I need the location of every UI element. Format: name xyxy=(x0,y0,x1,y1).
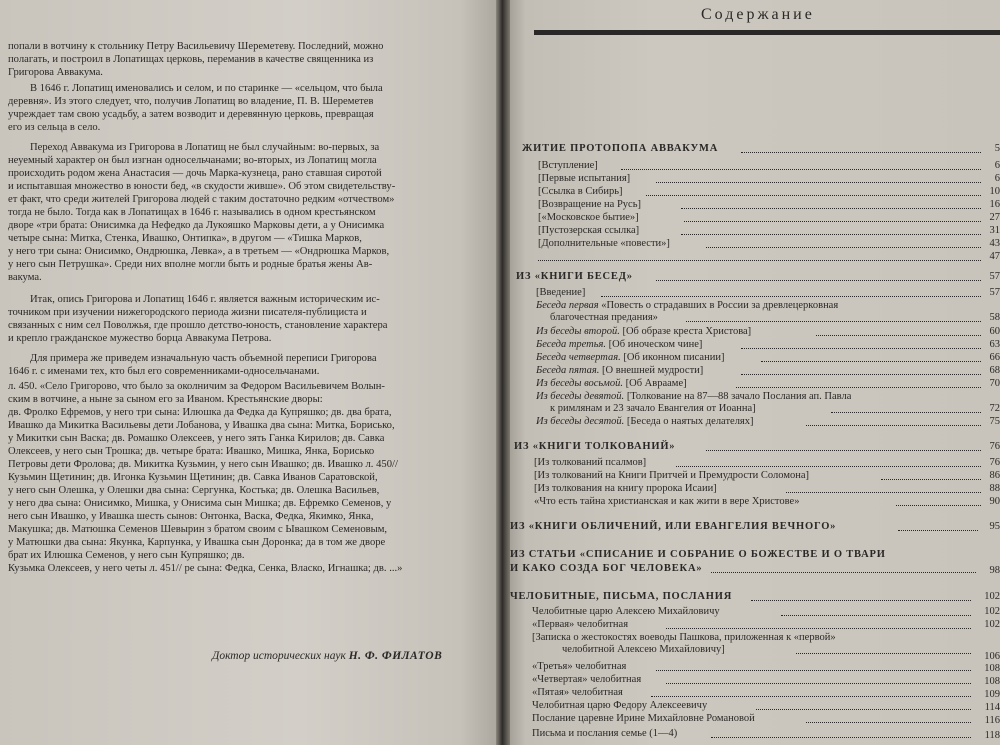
toc-entry-prefix: Беседа первая xyxy=(536,300,599,311)
leader-dots xyxy=(898,530,978,531)
toc-page: 57 xyxy=(989,287,1000,298)
toc-entry-title: [О внешней мудрости] xyxy=(602,365,704,376)
text-line: у него два сына: Онисимко, Мишка, у Онисима сын Мишка; дв. Ефремко Семенов, у xyxy=(8,498,392,509)
leader-dots xyxy=(711,737,971,738)
leader-dots xyxy=(756,709,971,710)
text-line: дворе «три брата: Онисимка да Нефедко да Лукояшко Марковы дети, а у Онисимка xyxy=(8,220,385,231)
text-line: Переход Аввакума из Григорова в Лопатищ не был случайным: во-первых, за xyxy=(30,142,380,153)
toc-entry: [Пустозерская ссылка] xyxy=(538,225,640,236)
toc-entry-title: [Об Авраамe] xyxy=(625,378,687,389)
toc-page: 118 xyxy=(984,730,1000,741)
toc-entry-prefix: Беседа четвертая. xyxy=(536,352,621,363)
leader-dots xyxy=(666,628,971,629)
text-line: попали в вотчину к стольнику Петру Васильевичу Шереметеву. Последний, можно xyxy=(8,41,384,52)
toc-entry: [Из толкования на книгу пророка Исаии] xyxy=(534,483,717,494)
leader-dots xyxy=(646,195,981,196)
toc-page: 6 xyxy=(994,160,1000,171)
text-line: Ивашко да Микитка Васильевы дети Лобанова, у Ивашка два сына: Митка, Борисько, xyxy=(8,420,395,431)
leader-dots xyxy=(736,387,981,388)
text-line: у Микитки сын Васка; дв. Ромашко Олексеев, у него зять Ганка Кирилов; дв. Савка xyxy=(8,433,385,444)
toc-entry xyxy=(536,377,687,390)
leader-dots xyxy=(621,169,981,170)
text-line: и испытавшая множество в юности бед, «в скудости живше». Об этом свидетельству- xyxy=(8,181,396,192)
toc-page: 47 xyxy=(989,251,1000,262)
leader-dots xyxy=(656,280,981,281)
text-line: дв. Фролко Ефремов, у него три сына: Илюшка да Федка да Купряшко; дв. два брата, xyxy=(8,407,392,418)
toc-page: 5 xyxy=(994,143,1000,154)
text-line: Макушка; дв. Матюшка Семенов Шевырин з братом своим с Ывашком Семеновым, xyxy=(8,524,388,535)
header-rule xyxy=(534,30,1000,35)
text-line: четыре сына: Митка, Стенка, Ивашко, Онтипка», в другом — «Тишка Марков, xyxy=(8,233,362,244)
toc-title: Содержание xyxy=(701,6,815,23)
toc-page: 108 xyxy=(984,663,1000,674)
toc-page: 60 xyxy=(989,326,1000,337)
toc-section: ЖИТИЕ ПРОТОПОПА АВВАКУМА xyxy=(522,143,719,154)
text-line: у Матюшки два сына: Якунка, Карпунка, у Ивашка сын Доронка; да в том же дворе xyxy=(8,537,386,548)
toc-entry: «Что есть тайна христианская и как жити в вере Христове» xyxy=(534,496,800,507)
toc-entry-title: [Беседа о наятых делателях] xyxy=(626,416,754,427)
toc-page: 76 xyxy=(989,457,1000,468)
toc-page: 86 xyxy=(989,470,1000,481)
leader-dots xyxy=(806,425,981,426)
toc-page: 66 xyxy=(989,352,1000,363)
toc-entry: Письма и послания семье (1—4) xyxy=(532,728,678,739)
toc-page: 58 xyxy=(989,312,1000,323)
leader-dots xyxy=(538,260,981,261)
toc-entry-prefix: Из беседы десятой. xyxy=(536,416,625,427)
text-line: у него сын Олешка, у Олешки два сына: Сергунка, Костька; дв. Олешка Васильев, xyxy=(8,485,380,496)
leader-dots xyxy=(751,600,971,601)
leader-dots xyxy=(711,572,976,573)
leader-dots xyxy=(881,479,981,480)
toc-entry: Челобитная царю Федору Алексеевичу xyxy=(532,700,708,711)
toc-page: 98 xyxy=(989,565,1000,576)
text-line: брат их Илюшка Семенов, у него сын Купряшко; дв. xyxy=(8,550,245,561)
toc-entry: [Записка о жестокостях воеводы Пашкова, приложенная к «первой» xyxy=(532,632,836,643)
text-line: точником при изучении нижегородского периода жизни писателя-публициста и xyxy=(8,307,367,318)
leader-dots xyxy=(781,615,971,616)
toc-entry-title: [Об иноческом чине] xyxy=(608,339,703,350)
toc-section: ИЗ «КНИГИ ТОЛКОВАНИЙ» xyxy=(514,441,676,452)
toc-page: 116 xyxy=(984,715,1000,726)
book-gutter xyxy=(496,0,510,745)
text-line: у него три сына: Онисимко, Ондрюшка, Левка», а в третьем — «Ондрюшка Марков, xyxy=(8,246,390,257)
text-line: него сын Ивашко, у Ивашка шесть сынов: Онтонка, Васка, Федка, Якимко, Янка, xyxy=(8,511,374,522)
toc-entry xyxy=(536,364,703,377)
text-line: полагать, и построил в Лопатищах церковь, переманив в качестве священника из xyxy=(8,54,374,65)
text-line: Кузьмин Щетинин; дв. Игонка Кузьмин Щетинин; дв. Савка Иванов Саратовской, xyxy=(8,472,378,483)
toc-entry: [Ссылка в Сибирь] xyxy=(538,186,623,197)
toc-entry: [«Московское бытие»] xyxy=(538,212,639,223)
toc-entry-prefix: Из беседы второй. xyxy=(536,326,620,337)
text-line: Итак, опись Григорова и Лопатищ 1646 г. является важным историческим ис- xyxy=(30,294,380,305)
toc-entry: «Первая» челобитная xyxy=(532,619,629,630)
leader-dots xyxy=(676,466,981,467)
toc-page: 114 xyxy=(984,702,1000,713)
leader-dots xyxy=(656,182,981,183)
toc-page: 102 xyxy=(984,606,1000,617)
toc-page: 102 xyxy=(984,619,1000,630)
toc-page: 27 xyxy=(989,212,1000,223)
table-of-contents xyxy=(506,0,1000,745)
toc-entry-title: [Толкование на 87—88 зачало Послания ап. Павла xyxy=(626,391,852,402)
leader-dots xyxy=(666,683,971,684)
leader-dots xyxy=(681,208,981,209)
text-line: деревня». Из этого следует, что, получив Лопатищ во владение, П. В. Шереметев xyxy=(8,96,374,107)
text-line: Олексеев, у него сын Трошка; дв. четыре брата: Ивашко, Мишка, Янка, Борисько xyxy=(8,446,375,457)
toc-section: И КАКО СОЗДА БОГ ЧЕЛОВЕКА» xyxy=(510,563,703,574)
leader-dots xyxy=(741,152,981,153)
text-line: 1646 г. с именами тех, кто был его современниками-односельчанами. xyxy=(8,366,320,377)
toc-section: ЧЕЛОБИТНЫЕ, ПИСЬМА, ПОСЛАНИЯ xyxy=(510,591,733,602)
leader-dots xyxy=(786,492,981,493)
leader-dots xyxy=(761,361,981,362)
text-line: Петровы дети Фролова; дв. Микитка Кузьмин, у него сын Ивашко; дв. Ивашко л. 450// xyxy=(8,459,398,470)
toc-entry: «Пятая» челобитная xyxy=(532,687,623,698)
toc-page: 72 xyxy=(989,403,1000,414)
toc-entry: [Возвращение на Русь] xyxy=(538,199,641,210)
author-signature xyxy=(212,650,442,662)
toc-page: 76 xyxy=(989,441,1000,452)
toc-page: 6 xyxy=(994,173,1000,184)
leader-dots xyxy=(686,321,981,322)
toc-section: ИЗ «КНИГИ БЕСЕД» xyxy=(516,271,633,282)
leader-dots xyxy=(816,335,981,336)
toc-entry: к римлянам и 23 зачало Евангелия от Иоанна] xyxy=(550,403,756,414)
toc-entry: «Четвертая» челобитная xyxy=(532,674,642,685)
text-line: у него сын Петрушка». Среди них вполне могли быть и родные братья жены Ав- xyxy=(8,259,373,270)
toc-entry-prefix: Из беседы восьмой. xyxy=(536,378,624,389)
toc-entry: [Дополнительные «повести»] xyxy=(538,238,670,249)
leader-dots xyxy=(684,221,981,222)
text-line: Кузьмка Олексеев, у него четы л. 451// ре сына: Федка, Сенка, Власко, Игнашка; дв. ...» xyxy=(8,563,403,574)
toc-page: 108 xyxy=(984,676,1000,687)
toc-entry: [Из толкований псалмов] xyxy=(534,457,647,468)
toc-entry xyxy=(536,325,751,338)
toc-entry-prefix: Беседа пятая. xyxy=(536,365,600,376)
toc-entry: [Вступление] xyxy=(538,160,598,171)
leader-dots xyxy=(741,374,981,375)
toc-section: ИЗ «КНИГИ ОБЛИЧЕНИЙ, ИЛИ ЕВАНГЕЛИЯ ВЕЧНОГО» xyxy=(510,521,837,532)
text-line: неуемный характер он был изгнан односельчанами; во-вторых, из Лопатищ могла xyxy=(8,155,377,166)
toc-entry: Челобитные царю Алексею Михайловичу xyxy=(532,606,720,617)
toc-entry-title: «Повесть о страдавших в России за древлецерковная xyxy=(601,300,839,311)
signature-name: Н. Ф. ФИЛАТОВ xyxy=(348,650,443,662)
toc-entry xyxy=(536,415,754,428)
text-line: Для примера же приведем изначальную часть объемной переписи Григорова xyxy=(30,353,377,364)
toc-page: 70 xyxy=(989,378,1000,389)
signature-prefix: Доктор исторических наук xyxy=(212,650,346,662)
toc-entry-prefix: Из беседы девятой. xyxy=(536,391,625,402)
toc-page: 10 xyxy=(989,186,1000,197)
text-line: учреждает там свою усадьбу, а затем возводит и деревянную церковь, превращая xyxy=(8,109,374,120)
toc-entry: [Введение] xyxy=(536,287,586,298)
toc-page: 109 xyxy=(984,689,1000,700)
toc-entry-prefix: Беседа третья. xyxy=(536,339,607,350)
leader-dots xyxy=(651,696,971,697)
toc-entry xyxy=(536,351,724,364)
toc-page: 43 xyxy=(989,238,1000,249)
text-line: л. 450. «Село Григорово, что было за околничим за Федором Васильевичем Волын- xyxy=(8,381,385,392)
leader-dots xyxy=(796,653,971,654)
text-line: и крепло гражданское мужество борца Аввакума Петрова. xyxy=(8,333,272,344)
leader-dots xyxy=(806,722,971,723)
toc-page: 106 xyxy=(984,651,1000,662)
right-page xyxy=(506,0,1000,745)
leader-dots xyxy=(896,505,981,506)
toc-page: 16 xyxy=(989,199,1000,210)
leader-dots xyxy=(741,348,981,349)
text-line: ским в вотчине, а ныне за сыном его за Иваном. Крестьянские дворы: xyxy=(8,394,323,405)
text-line: тогда не было. Тогда как в Лопатищах в 1646 г. назывались в одном крестьянском xyxy=(8,207,376,218)
toc-page: 102 xyxy=(984,591,1000,602)
toc-page: 63 xyxy=(989,339,1000,350)
leader-dots xyxy=(656,670,971,671)
text-line: вакума. xyxy=(8,272,42,283)
leader-dots xyxy=(706,450,981,451)
toc-page: 75 xyxy=(989,416,1000,427)
toc-entry-title: [Об образе креста Христова] xyxy=(622,326,752,337)
toc-entry xyxy=(536,338,702,351)
toc-page: 68 xyxy=(989,365,1000,376)
text-line: В 1646 г. Лопатищ именовались и селом, и по старинке — «сельцом, что была xyxy=(30,83,383,94)
toc-page: 90 xyxy=(989,496,1000,507)
text-line: происходить родом жена Анастасия — дочь Марка-кузнеца, рано ставшая сиротой xyxy=(8,168,382,179)
text-line: ет факт, что среди жителей Григорова людей с таким достаточно редким «отчеством» xyxy=(8,194,395,205)
toc-page: 57 xyxy=(989,271,1000,282)
toc-entry: Послание царевне Ирине Михайловне Романовой xyxy=(532,713,755,724)
toc-entry-title: [Об иконном писании] xyxy=(623,352,725,363)
toc-page: 31 xyxy=(989,225,1000,236)
leader-dots xyxy=(831,412,981,413)
text-line: его из сельца в село. xyxy=(8,122,101,133)
text-line: Григорова Аввакума. xyxy=(8,67,103,78)
leader-dots xyxy=(681,234,981,235)
text-line: связанных с ним сел Поволжья, где прошло детство-юность, становление характера xyxy=(8,320,388,331)
toc-entry: [Первые испытания] xyxy=(538,173,631,184)
toc-section: ИЗ СТАТЬИ «СПИСАНИЕ И СОБРАНИЕ О БОЖЕСТВЕ И О ТВАРИ xyxy=(510,549,886,560)
toc-entry: «Третья» челобитная xyxy=(532,661,627,672)
toc-page: 95 xyxy=(989,521,1000,532)
toc-entry: [Из толкований на Книги Притчей и Премудрости Соломона] xyxy=(534,470,809,481)
toc-page: 88 xyxy=(989,483,1000,494)
leader-dots xyxy=(706,247,981,248)
toc-entry: благочестная предания» xyxy=(550,312,658,323)
leader-dots xyxy=(601,296,981,297)
toc-entry: челобитной Алексею Михайловичу] xyxy=(562,644,725,655)
